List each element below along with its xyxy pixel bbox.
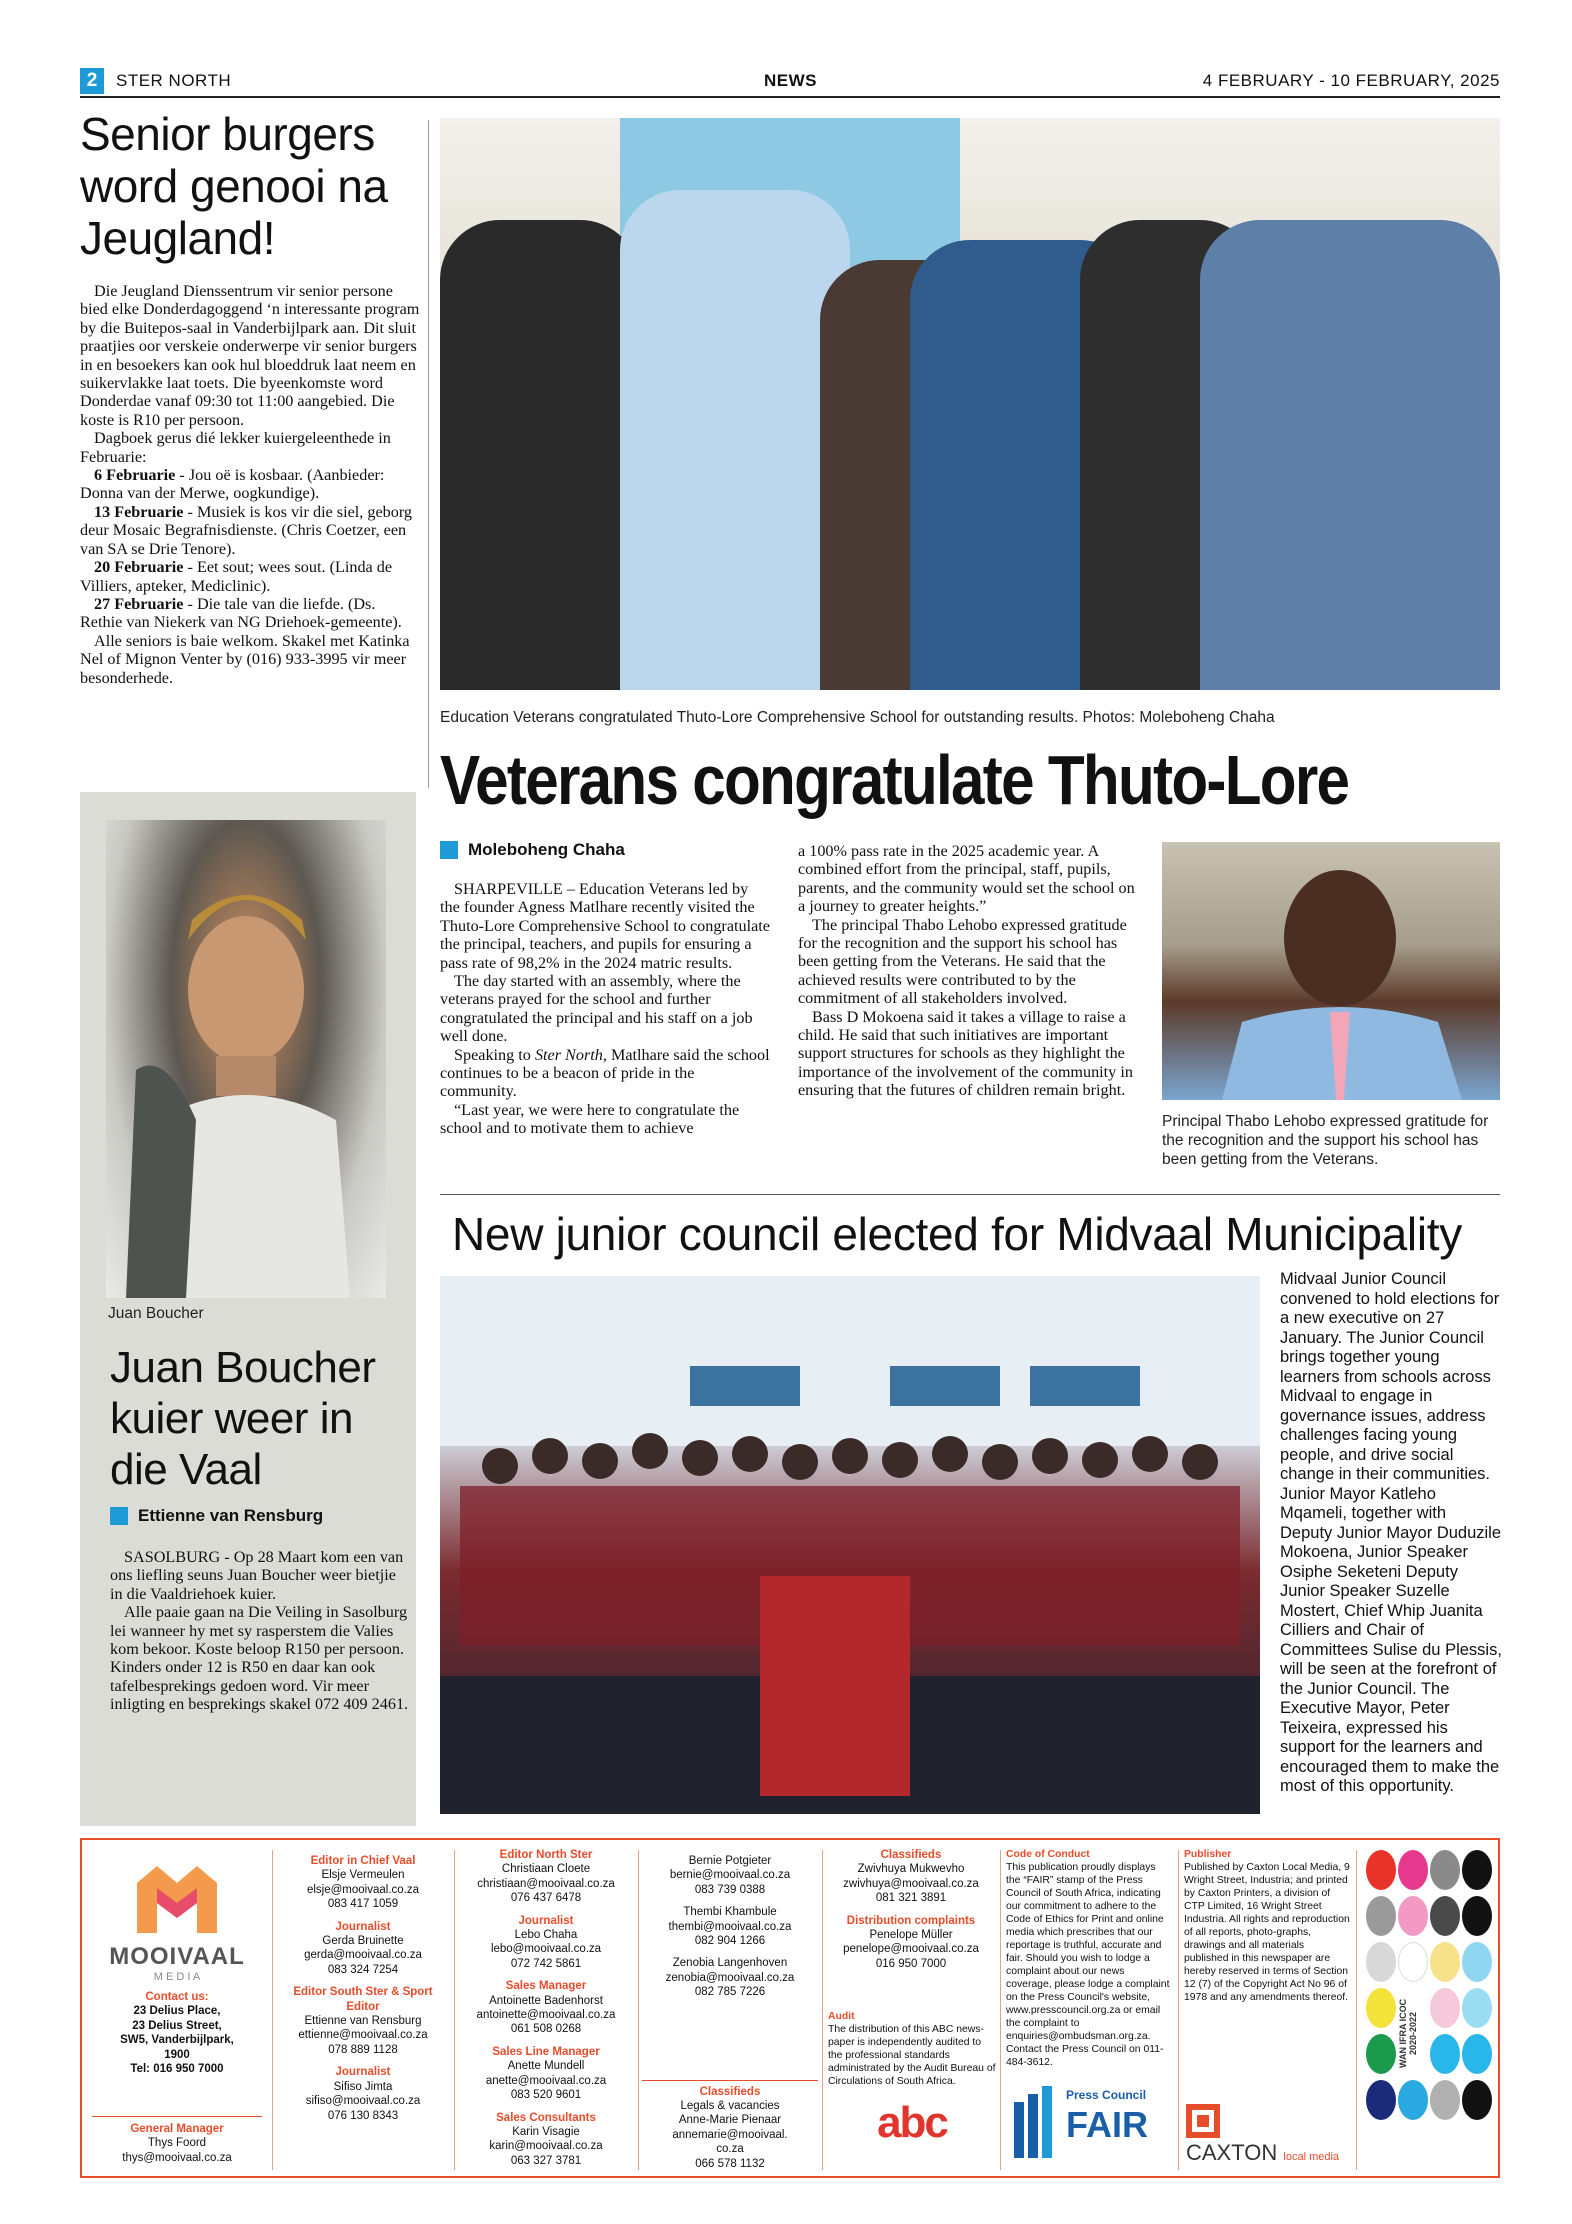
veterans-author: Moleboheng Chaha <box>468 840 625 859</box>
staff-name: Antoinette Badenhorst <box>489 1994 603 2007</box>
event-date: 6 Februarie <box>94 466 176 485</box>
event-text: - Jou oë is kosbaar. (Aanbieder: Donna van der Merwe, oogkundige). <box>80 466 385 503</box>
contact-block <box>92 1990 262 2076</box>
footer-rule <box>92 2116 262 2117</box>
event-date: 27 Februarie <box>94 594 184 613</box>
staff-name: Karin Visagie <box>512 2125 580 2138</box>
footer-divider <box>638 1850 639 2170</box>
staff-phone: 066 578 1132 <box>695 2157 765 2170</box>
staff-role: Journalist <box>335 1920 391 1933</box>
speaking-pre: Speaking to <box>454 1045 535 1064</box>
footer-divider <box>454 1850 455 2170</box>
staff-role: Sales Manager <box>505 1980 587 1993</box>
caxton-logo <box>1186 2104 1356 2164</box>
registration-dot <box>1366 2034 1396 2074</box>
general-manager-block <box>92 2122 262 2165</box>
header-rule <box>80 96 1500 98</box>
staff-phone: 063 327 3781 <box>510 2154 582 2167</box>
registration-dot <box>1462 2080 1492 2120</box>
publisher-block <box>1184 1848 1350 2004</box>
publication-name: STER NORTH <box>116 71 232 90</box>
staff-email[interactable]: zwivhuya@mooivaal.co.za <box>843 1877 979 1890</box>
staff-email[interactable]: ettienne@mooivaal.co.za <box>298 2029 428 2042</box>
senior-paragraph: Die Jeugland Dienssentrum vir senior persone bied elke Donderdagoggend ‘n interessante program by die Buitepos-saal in Vanderbijlpark aan. Dit sluit praatjies oor verskeie onderwerpe vir senior burgers in en besoekers kan ook hul bloeddruk laat neem en suikervlakke laat toets. Die byeenkomste word Donderdae vanaf 09:30 tot 11:00 aangebied. Die koste is R10 per persoon. <box>80 282 420 429</box>
registration-dot <box>1430 2080 1460 2120</box>
staff-phone: 078 889 1128 <box>328 2043 398 2056</box>
registration-dot <box>1366 1942 1396 1982</box>
juan-byline <box>110 1506 323 1526</box>
staff-column-2 <box>278 1854 448 2123</box>
staff-email[interactable]: anette@mooivaal.co.za <box>485 2074 607 2087</box>
staff-name: Ettienne van Rensburg <box>304 2015 422 2028</box>
mooivaal-logo-block <box>92 1858 262 1983</box>
contact-line: 23 Delius Place, <box>133 2005 221 2018</box>
staff-phone: 076 130 8343 <box>327 2109 399 2122</box>
staff-email[interactable]: lebo@mooivaal.co.za <box>490 1943 602 1956</box>
staff-name: Elsje Vermeulen <box>321 1869 405 1882</box>
staff-email[interactable]: karin@mooivaal.co.za <box>489 2140 603 2153</box>
staff-role: Editor North Ster <box>499 1849 593 1861</box>
registration-dot <box>1430 1850 1460 1890</box>
publication-mention: Ster North <box>534 1045 603 1064</box>
veterans-column-2 <box>798 842 1138 1100</box>
staff-role: Editor in Chief Vaal <box>310 1855 416 1867</box>
photo-person <box>440 220 640 690</box>
registration-dot <box>1366 1850 1396 1890</box>
wan-ifra-text: WAN IFRA ICOC 2020-2022 <box>1398 1998 1418 2068</box>
gm-name: Thys Foord <box>147 2137 207 2150</box>
masthead-footer <box>80 1838 1500 2178</box>
conduct-text: This publication proudly displays the “FAIR” stamp of the Press Council of South Africa, indicating our commitment to adhere to the Code of Ethics for Print and online media which prescribes that our reportage is truthful, accurate and fair. Should you wish to lodge a complaint about our news coverage, please lodge a complaint on the Press Council's website, www.presscouncil.org.za or email the complaint to enquiries@ombudsman.org.za. Contact the Press Council on 011-484-3612. <box>1006 1862 1170 2068</box>
senior-article-body <box>80 282 420 687</box>
event-text: - Musiek is kos vir die siel, geborg deur Mosaic Begrafnisdienste. (Chris Coetzer, een van SA se Drie Tenore). <box>80 502 413 558</box>
staff-email[interactable]: antoinette@mooivaal.co.za <box>476 2009 616 2022</box>
juan-paragraph: SASOLBURG - Op 28 Maart kom een van ons liefling seuns Juan Boucher weer bietjie in die Vaaldriehoek kuier. <box>110 1548 404 1603</box>
staff-email-cont: co.za <box>716 2143 744 2156</box>
senior-article-title: Senior burgers word genooi na Jeugland! <box>80 108 388 264</box>
code-of-conduct-block <box>1006 1848 1172 2069</box>
staff-phone: 072 742 5861 <box>510 1957 582 1970</box>
audit-text: The distribution of this ABC news-paper is independently audited to the professional standards administrated by the Audit Bureau of Circulations of South Africa. <box>828 2024 996 2087</box>
event-text: - Die tale van die liefde. (Ds. Rethie van Niekerk van NG Driehoek-gemeente). <box>80 594 402 632</box>
staff-phone: 083 324 7254 <box>327 1963 399 1976</box>
staff-role: Distribution complaints <box>846 1914 976 1927</box>
caxton-sub: local media <box>1283 2151 1340 2163</box>
senior-closing: Alle seniors is baie welkom. Skakel met Katinka Nel of Mignon Venter by (016) 933-3995 vir meer besonderhede. <box>80 631 410 687</box>
registration-dot <box>1462 1942 1492 1982</box>
abc-logo-text: abc <box>877 2098 947 2147</box>
staff-role: Classifieds <box>880 1849 942 1861</box>
staff-email[interactable]: zenobia@mooivaal.co.za <box>665 1971 795 1984</box>
staff-role: Classifieds <box>699 2085 761 2098</box>
gm-title: General Manager <box>130 2123 224 2135</box>
mooivaal-logo-text: MOOIVAAL <box>109 1943 245 1970</box>
staff-note: Legals & vacancies <box>680 2100 780 2113</box>
registration-dot <box>1398 1942 1428 1982</box>
staff-email[interactable]: bernie@mooivaal.co.za <box>669 1869 791 1882</box>
caxton-logo-icon <box>1186 2104 1220 2138</box>
veterans-column-1 <box>440 880 770 1138</box>
staff-role: Editor South Ster & Sport Editor <box>293 1986 433 2013</box>
press-council-fair-logo <box>1012 2084 1162 2164</box>
event-text: - Eet sout; wees sout. (Linda de Villiers, apteker, Mediclinic). <box>80 558 393 595</box>
veterans-paragraph: a 100% pass rate in the 2025 academic year. A combined effort from the principal, staff, pupils, parents, and the community would set the school on a journey to greater heights.” <box>798 842 1135 916</box>
staff-phone: 082 904 1266 <box>694 1935 766 1948</box>
staff-phone: 016 950 7000 <box>875 1957 947 1970</box>
abc-logo <box>842 2098 982 2158</box>
speaking-post: , Matlhare said the school continues to be a beacon of pride in the community. <box>440 1045 770 1101</box>
staff-name: Zwivhuya Mukwevho <box>857 1863 965 1876</box>
juan-author: Ettienne van Rensburg <box>138 1506 324 1525</box>
registration-dot <box>1462 1988 1492 2028</box>
council-article-body: Midvaal Junior Council convened to hold elections for a new executive on 27 January. The Junior Council brings together young learners from schools across Midvaal to engage in governance issues, address challenges facing young people, and drive social change in their communities. Junior Mayor Katleho Mqameli, together with Deputy Junior Mayor Duduzile Mokoena, Junior Speaker Osiphe Seketeni Deputy Junior Speaker Suzelle Mostert, Chief Whip Juanita Cilliers and Chair of Committees Sulise du Plessis, will be seen at the forefront of the Junior Council. The Executive Mayor, Peter Teixeira, expressed his support for the learners and encouraged them to make the most of this opportunity. <box>1280 1270 1502 1795</box>
staff-email[interactable]: sifiso@mooivaal.co.za <box>305 2095 421 2108</box>
registration-dot <box>1430 1988 1460 2028</box>
staff-name: Bernie Potgieter <box>688 1855 772 1867</box>
staff-email[interactable]: gerda@mooivaal.co.za <box>304 1949 422 1962</box>
staff-email[interactable]: christiaan@mooivaal.co.za <box>477 1877 615 1890</box>
senior-paragraph: Dagboek gerus dié lekker kuiergeleenthede in Februarie: <box>80 429 391 466</box>
council-article-title: New junior council elected for Midvaal Municipality <box>452 1208 1462 1260</box>
publisher-text: Published by Caxton Local Media, 9 Wright Street, Industria; and printed by Caxton Printers, a division of CTP Limited, 16 Wright Street Industria. All rights and reproduction of all reports, photo-graphs, drawings and all materials published in this newspaper are hereby reserved in terms of Section 12 (7) of the Copyright Act No 96 of 1978 and any amendments thereof. <box>1184 1862 1350 2003</box>
issue-date: 4 FEBRUARY - 10 FEBRUARY, 2025 <box>1202 71 1500 90</box>
mooivaal-logo-icon <box>132 1858 222 1938</box>
fair-logo-top: Press Council <box>1066 2088 1147 2102</box>
staff-name: Zenobia Langenhoven <box>672 1957 788 1970</box>
senior-event <box>80 595 420 632</box>
gm-email[interactable]: thys@mooivaal.co.za <box>122 2151 232 2164</box>
staff-phone: 082 785 7226 <box>694 1986 766 1999</box>
page-number: 2 <box>80 68 104 94</box>
registration-dot <box>1462 1896 1492 1936</box>
senior-event <box>80 503 420 558</box>
veterans-paragraph: The principal Thabo Lehobo expressed gratitude for the recognition and the support his school has been getting from the Veterans. He said that the achieved results were contributed to by the commitment of all stakeholders involved. <box>798 915 1127 1008</box>
staff-email[interactable]: thembi@mooivaal.co.za <box>668 1920 792 1933</box>
staff-name: Penelope Müller <box>869 1929 953 1942</box>
contact-line: Tel: 016 950 7000 <box>130 2063 224 2076</box>
staff-phone: 083 739 0388 <box>694 1883 766 1896</box>
veterans-group-photo <box>440 118 1500 690</box>
staff-email[interactable]: penelope@mooivaal.co.za <box>843 1943 979 1956</box>
footer-divider <box>1356 1850 1357 2170</box>
staff-email[interactable]: annemarie@mooivaal. <box>672 2128 788 2141</box>
registration-dot <box>1430 1896 1460 1936</box>
contact-line: SW5, Vanderbijlpark, <box>120 2034 234 2047</box>
juan-article-body <box>110 1548 410 1714</box>
event-date: 20 Februarie <box>94 558 184 577</box>
registration-dot <box>1462 2034 1492 2074</box>
principal-photo-caption: Principal Thabo Lehobo expressed gratitude for the recognition and the support his school has been getting from the Veterans. <box>1162 1113 1489 1168</box>
contact-line: 23 Delius Street, <box>132 2019 222 2032</box>
footer-divider <box>1178 1850 1179 2170</box>
staff-phone: 076 437 6478 <box>510 1892 582 1905</box>
fair-logo-icon <box>1012 2084 1056 2160</box>
staff-name: Sifiso Jimta <box>333 2080 393 2093</box>
veterans-paragraph: Bass D Mokoena said it takes a village to raise a child. He said that such initiatives are important support structures for schools as they highlight the importance of the involvement of the community in ensuring that the futures of children remain bright. <box>798 1007 1133 1100</box>
audit-block <box>828 2010 996 2088</box>
registration-dot <box>1430 1942 1460 1982</box>
audit-title: Audit <box>828 2011 855 2022</box>
registration-dot <box>1462 1850 1492 1890</box>
juan-article-title: Juan Boucher kuier weer in die Vaal <box>110 1343 376 1494</box>
staff-column-4 <box>642 1854 818 2171</box>
staff-email[interactable]: elsje@mooivaal.co.za <box>306 1883 420 1896</box>
senior-event <box>80 466 420 503</box>
registration-dot <box>1366 1896 1396 1936</box>
registration-dot <box>1398 1896 1428 1936</box>
fair-logo-main: FAIR <box>1066 2104 1149 2145</box>
veterans-paragraph: “Last year, we were here to congratulate the school and to motivate them to achieve <box>440 1100 740 1138</box>
council-illustration <box>440 1276 1260 1814</box>
portrait-illustration <box>106 820 386 1298</box>
staff-column-3 <box>458 1848 634 2168</box>
senior-event <box>80 558 420 595</box>
principal-photo <box>1162 842 1500 1100</box>
staff-name: Lebo Chaha <box>514 1929 578 1942</box>
caxton-logo-text <box>1186 2140 1339 2166</box>
photo-person <box>620 190 850 690</box>
staff-name: Gerda Bruinette <box>322 1935 404 1948</box>
caxton-main: CAXTON <box>1186 2140 1278 2165</box>
registration-dot <box>1366 2080 1396 2120</box>
photo-person <box>1200 220 1500 690</box>
veterans-photo-caption: Education Veterans congratulated Thuto-Lore Comprehensive School for outstanding results. Photos: Moleboheng Chaha <box>440 709 1275 726</box>
contact-line: 1900 <box>164 2048 190 2061</box>
juan-boucher-photo <box>106 820 386 1298</box>
registration-dot <box>1398 2080 1428 2120</box>
registration-dot <box>1398 1850 1428 1890</box>
staff-phone: 081 321 3891 <box>875 1892 947 1905</box>
footer-divider <box>1000 1850 1001 2170</box>
mooivaal-logo-sub: M E D I A <box>153 1971 201 1983</box>
registration-dot <box>1366 1988 1396 2028</box>
footer-divider <box>272 1850 273 2170</box>
staff-name: Anne-Marie Pienaar <box>678 2114 782 2127</box>
staff-phone: 061 508 0268 <box>510 2023 582 2036</box>
veterans-article-title: Veterans congratulate Thuto-Lore <box>440 741 1349 819</box>
registration-dot <box>1430 2034 1460 2074</box>
staff-name: Thembi Khambule <box>683 1906 777 1919</box>
staff-name: Anette Mundell <box>507 2060 585 2073</box>
veterans-byline <box>440 840 625 860</box>
staff-name: Christiaan Cloete <box>501 1863 591 1876</box>
staff-role: Sales Consultants <box>496 2111 596 2124</box>
publisher-title: Publisher <box>1184 1849 1232 1860</box>
contact-label: Contact us: <box>145 1991 209 2003</box>
juan-photo-caption: Juan Boucher <box>108 1305 204 1322</box>
footer-divider <box>822 1850 823 2170</box>
conduct-title: Code of Conduct <box>1006 1849 1090 1860</box>
byline-square-icon <box>440 841 458 859</box>
staff-phone: 083 417 1059 <box>327 1898 399 1911</box>
junior-council-group-photo <box>440 1276 1260 1814</box>
veterans-paragraph: The day started with an assembly, where the veterans prayed for the school and further congratulated the principal and his staff on a job well done. <box>440 972 753 1046</box>
color-registration-marks <box>1362 1846 1498 2172</box>
juan-paragraph: Alle paaie gaan na Die Veiling in Sasolburg lei wanneer hy met sy rasperstem die Valies kom bekoor. Koste beloop R150 per persoon. Kinders onder 12 is R50 en daar kan ook tafelbesprekings gedoen word. Vir meer inligting en besprekings skakel 072 409 2461. <box>110 1603 409 1714</box>
principal-illustration <box>1162 842 1500 1100</box>
event-date: 13 Februarie <box>94 502 184 521</box>
staff-role: Journalist <box>335 2066 391 2079</box>
staff-phone: 083 520 9601 <box>510 2089 582 2102</box>
staff-role: Journalist <box>518 1914 574 1927</box>
veterans-paragraph: SHARPEVILLE – Education Veterans led by the founder Agness Matlhare recently visited the Thuto-Lore Comprehensive School to congratulate the principal, teachers, and pupils for ensuring a pass rate of 98,2% in the 2024 matric results. <box>440 880 770 972</box>
column-divider <box>428 120 429 788</box>
byline-square-icon <box>110 1507 128 1525</box>
section-rule <box>440 1194 1500 1195</box>
section-name: NEWS <box>764 71 817 90</box>
staff-role: Sales Line Manager <box>492 2045 600 2058</box>
staff-column-5 <box>826 1848 996 1971</box>
veterans-paragraph <box>440 1046 770 1101</box>
